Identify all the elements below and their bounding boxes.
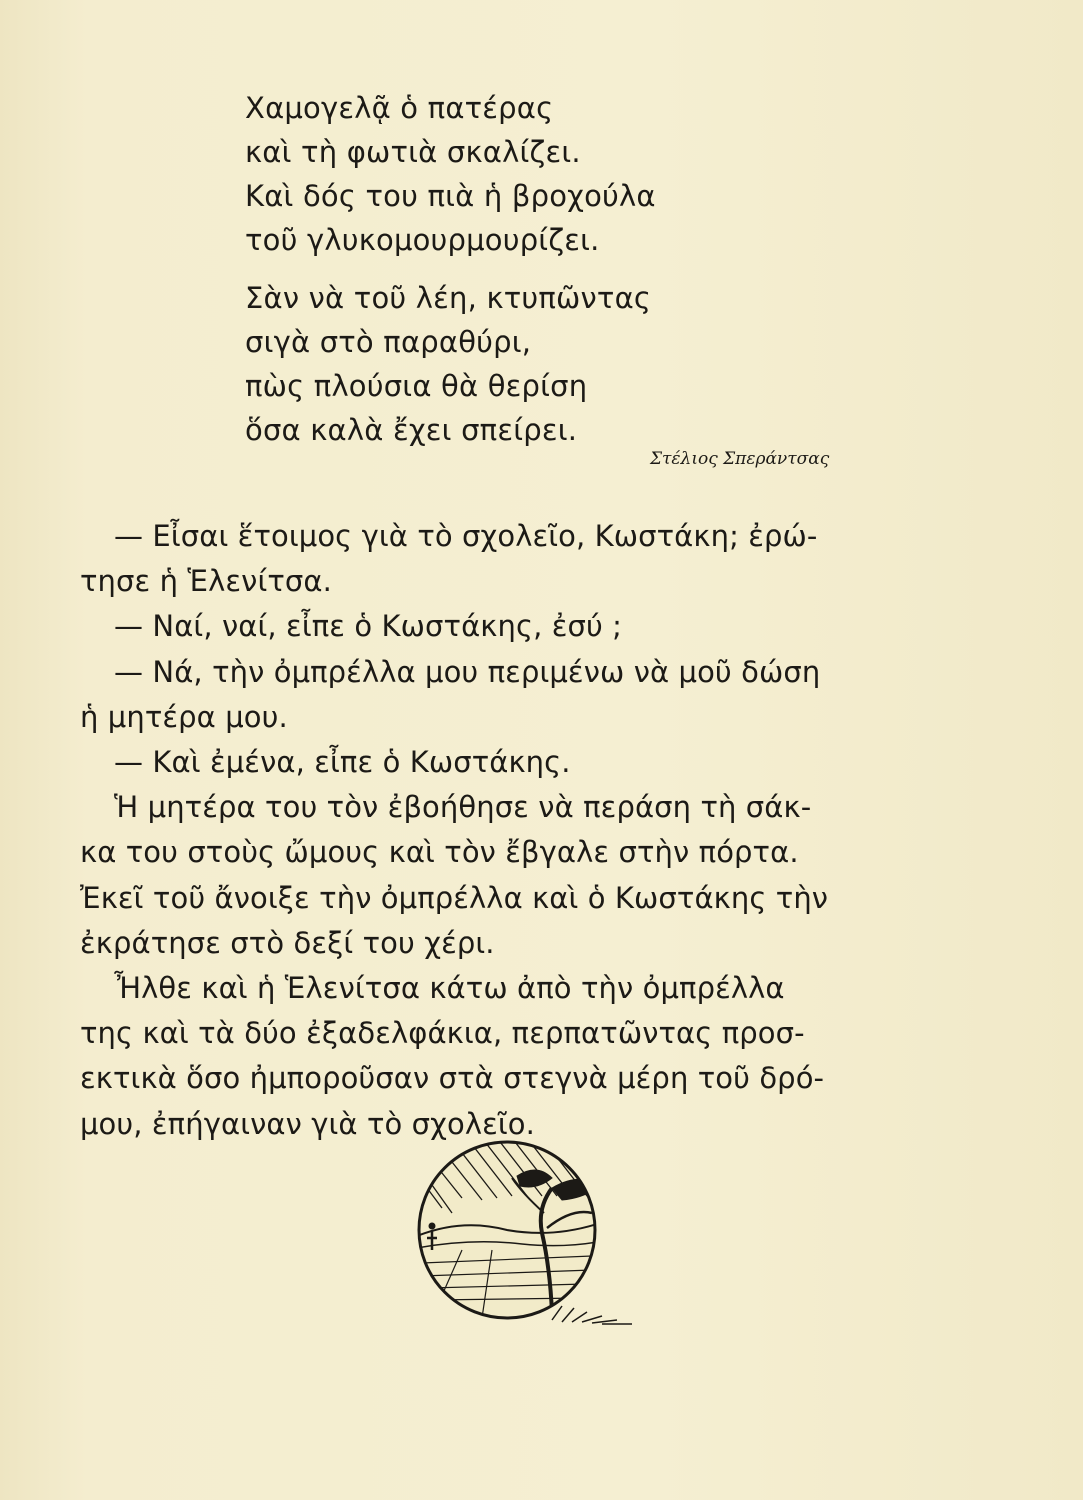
poem-line: ὅσα καλὰ ἔχει σπείρει. [245,413,578,447]
poem-line: Χαμογελᾷ ὁ πατέρας [245,91,554,125]
poem-line: Σὰν νὰ τοῦ λέη, κτυπῶντας [245,281,652,315]
prose-line: τησε ἡ Ἑλενίτσα. [80,564,332,599]
prose-line: — Ναί, ναί, εἶπε ὁ Κωστάκης, ἐσύ ; [114,609,623,644]
prose-line: Ἡ μητέρα του τὸν ἐβοήθησε νὰ περάση τὴ σάκ- [114,790,812,825]
poem-line: καὶ τὴ φωτιὰ σκαλίζει. [245,135,581,169]
prose-line: — Νά, τὴν ὀμπρέλλα μου περιμένω νὰ μοῦ δώση [114,654,821,689]
poem-author: Στέλιος Σπεράντσας [650,449,830,469]
poem [245,86,865,452]
prose-line: ἡ μητέρα μου. [80,699,288,734]
prose-line: της καὶ τὰ δύο ἐξαδελφάκια, περπατῶντας προσ- [80,1016,805,1051]
prose-line: Ἐκεῖ τοῦ ἄνοιξε τὴν ὀμπρέλλα καὶ ὁ Κωστάκης τὴν [80,880,829,915]
poem-line: πὼς πλούσια θὰ θερίση [245,369,588,403]
rain-landscape-illustration-icon [402,1138,642,1328]
poem-line: σιγὰ στὸ παραθύρι, [245,325,532,359]
prose-line: ἐκράτησε στὸ δεξί του χέρι. [80,925,495,960]
prose-line: μου, ἐπήγαιναν γιὰ τὸ σχολεῖο. [80,1106,535,1141]
poem-stanza-2 [245,276,865,452]
poem-line: τοῦ γλυκομουρμουρίζει. [245,223,600,257]
prose-line: κα του στοὺς ὤμους καὶ τὸν ἔβγαλε στὴν πόρτα. [80,835,799,870]
prose-line: — Καὶ ἐμένα, εἶπε ὁ Κωστάκης. [114,745,571,780]
prose-text [80,514,920,1147]
poem-stanza-1 [245,86,865,262]
poem-line: Καὶ δός του πιὰ ἡ βροχούλα [245,179,656,213]
prose-line: εκτικὰ ὅσο ἠμποροῦσαν στὰ στεγνὰ μέρη τοῦ δρό- [80,1061,825,1096]
prose-line: Ἦλθε καὶ ἡ Ἑλενίτσα κάτω ἀπὸ τὴν ὀμπρέλλα [114,971,785,1006]
prose-line: — Εἶσαι ἕτοιμος γιὰ τὸ σχολεῖο, Κωστάκη; ἐρώ- [114,519,818,553]
